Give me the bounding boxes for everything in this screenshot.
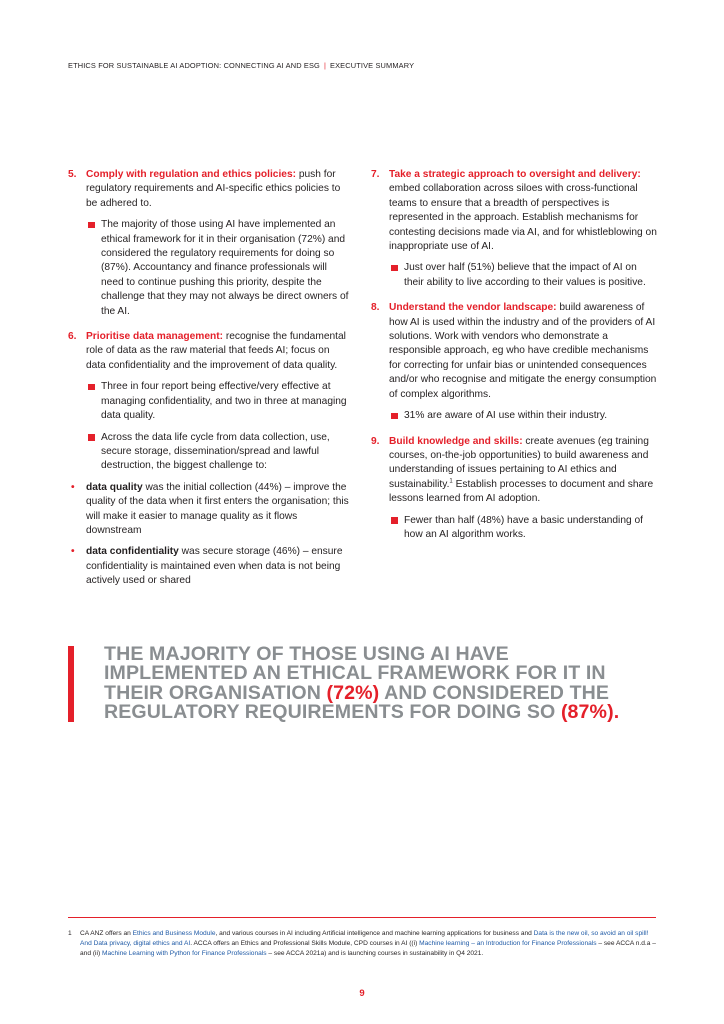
footnote-text: , and various courses in AI including Artificial intelligence and machine learning applications for business and: [215, 930, 534, 937]
page-number: 9: [359, 988, 365, 999]
quote-highlight: (87%): [560, 701, 614, 724]
item-text: build awareness of how AI is used within the industry and of the providers of AI solutions. Work with vendors who demonstrate a responsible approach, eg who have credible mechanisms for correcting for unfair bias or unintended consequences and/or who recognise and mitigate the energy consumption of complex algorithms.: [389, 302, 657, 400]
recommendation-8: [371, 301, 658, 423]
item-heading: Understand the vendor landscape:: [389, 302, 557, 314]
pull-quote: [104, 645, 644, 723]
item-heading: Prioritise data management:: [86, 331, 224, 343]
sub-item-text: was the initial collection (44%) – improve the quality of the data when it first enters the organisation; this will make it easier to manage quality as it flows downstream: [86, 481, 349, 536]
item-number: 6.: [68, 331, 77, 343]
list-item: [86, 218, 352, 319]
quote-text: .: [613, 701, 620, 724]
square-bullet-icon: [391, 413, 398, 420]
dot-bullet-icon: •: [71, 546, 75, 558]
item-text: recognise the fundamental role of data as the raw material that feeds AI; focus on data confidentiality and the improvement of data quality.: [86, 331, 346, 371]
footnote-text: – see ACCA n.d.a – and (ii): [80, 940, 656, 958]
footnote-link[interactable]: Machine Learning with Python for Finance Professionals: [102, 950, 267, 958]
bullet-list: [389, 514, 658, 543]
right-column: [371, 168, 658, 553]
bullet-text: The majority of those using AI have implemented an ethical framework for it in their organisation (72%) and considered the regulatory requirements for doing so (87%). Accountancy and finance professionals will need to continue pushing this priority, despite the challenge that they may not always be direct owners of the AI.: [101, 219, 349, 317]
item-text: embed collaboration across siloes with cross-functional teams to ensure that a breadth of perspectives is represented in the approach. Establish mechanisms for contesting decisions made via AI, and for whistleblowing on inappropriate use of AI.: [389, 183, 657, 253]
quote-highlight: (72%): [326, 681, 380, 704]
footnote: [68, 929, 658, 960]
header-section: EXECUTIVE SUMMARY: [330, 61, 415, 70]
list-item: [389, 409, 658, 423]
bullet-text: Just over half (51%) believe that the impact of AI on their ability to live according to their values is positive.: [404, 262, 646, 288]
square-bullet-icon: [391, 517, 398, 524]
header-separator: |: [323, 61, 327, 70]
recommendation-6: [68, 330, 352, 589]
footnote-number: 1: [68, 930, 72, 937]
item-number: 8.: [371, 302, 380, 314]
sub-item-term: data confidentiality: [86, 546, 179, 558]
bullet-text: Three in four report being effective/very effective at managing confidentiality, and two in three at managing data quality.: [101, 381, 347, 422]
item-text: create avenues (eg training courses, on-the-job opportunities) to build awareness and understanding of issues pertaining to AI ethics and sustainability.: [389, 435, 649, 490]
header-title: ETHICS FOR SUSTAINABLE AI ADOPTION: CONNECTING AI AND ESG: [68, 61, 320, 70]
bullet-list: [389, 261, 658, 290]
running-header: [68, 61, 668, 70]
bullet-text: 31% are aware of AI use within their industry.: [404, 410, 608, 422]
bullet-list: [389, 409, 658, 423]
sub-item-text: was secure storage (46%) – ensure confidentiality is maintained even when data is not being actively used or shared: [86, 546, 343, 587]
item-heading: Take a strategic approach to oversight and delivery:: [389, 169, 641, 180]
bullet-text: Across the data life cycle from data collection, use, secure storage, dissemination/spread and lawful destruction, the biggest challenge to:: [101, 431, 330, 472]
footnote-link[interactable]: Machine learning – an Introduction for Finance Professionals: [419, 940, 597, 948]
square-bullet-icon: [88, 222, 95, 229]
footnote-link[interactable]: Ethics and Business Module: [132, 930, 216, 937]
item-number: 5.: [68, 169, 77, 180]
item-number: 9.: [371, 435, 380, 447]
footnote-ref: 1: [449, 478, 453, 485]
square-bullet-icon: [88, 384, 95, 391]
footnote-text: – see ACCA 2021a) and is launching courses in sustainability in Q4 2021.: [266, 950, 484, 958]
list-item: [389, 514, 658, 543]
square-bullet-icon: [88, 434, 95, 441]
list-item: [389, 261, 658, 290]
sub-item-term: data quality: [86, 481, 143, 493]
item-heading: Comply with regulation and ethics policies:: [86, 169, 297, 180]
footnote-text: . ACCA offers an Ethics and Professional Skills Module, CPD courses in AI ((i): [190, 940, 420, 948]
dot-bullet-icon: •: [71, 481, 75, 493]
item-number: 7.: [371, 169, 380, 180]
left-column: [68, 168, 352, 600]
recommendation-7: [371, 168, 658, 290]
quote-accent-bar: [68, 646, 74, 722]
sub-list-item: [68, 545, 352, 588]
footnote-text: CA ANZ offers an: [80, 930, 133, 937]
square-bullet-icon: [391, 265, 398, 272]
recommendation-5: [68, 168, 352, 319]
bullet-text: Fewer than half (48%) have a basic understanding of how an AI algorithm works.: [404, 514, 643, 540]
bullet-list: [71, 380, 352, 588]
bullet-list: [86, 218, 352, 319]
quote-text: THE MAJORITY OF THOSE USING AI HAVE IMPLEMENTED AN ETHICAL FRAMEWORK FOR IT IN THEIR ORGANISATION: [104, 643, 606, 704]
item-text: push for regulatory requirements and AI-specific ethics policies to be adhered to.: [86, 169, 341, 209]
footnote-link[interactable]: Data is the new oil, so avoid an oil spill! And Data privacy, digital ethics and AI: [80, 930, 649, 948]
recommendation-9: [371, 435, 658, 543]
footnote-divider: [68, 917, 656, 918]
item-text-cont: Establish processes to document and share lessons learned from AI adoption.: [389, 478, 654, 505]
list-item: [86, 431, 352, 474]
sub-list-item: [68, 481, 352, 539]
item-heading: Build knowledge and skills:: [389, 435, 523, 447]
list-item: [86, 380, 352, 423]
quote-text: AND CONSIDERED THE REGULATORY REQUIREMENTS FOR DOING SO: [104, 681, 610, 724]
